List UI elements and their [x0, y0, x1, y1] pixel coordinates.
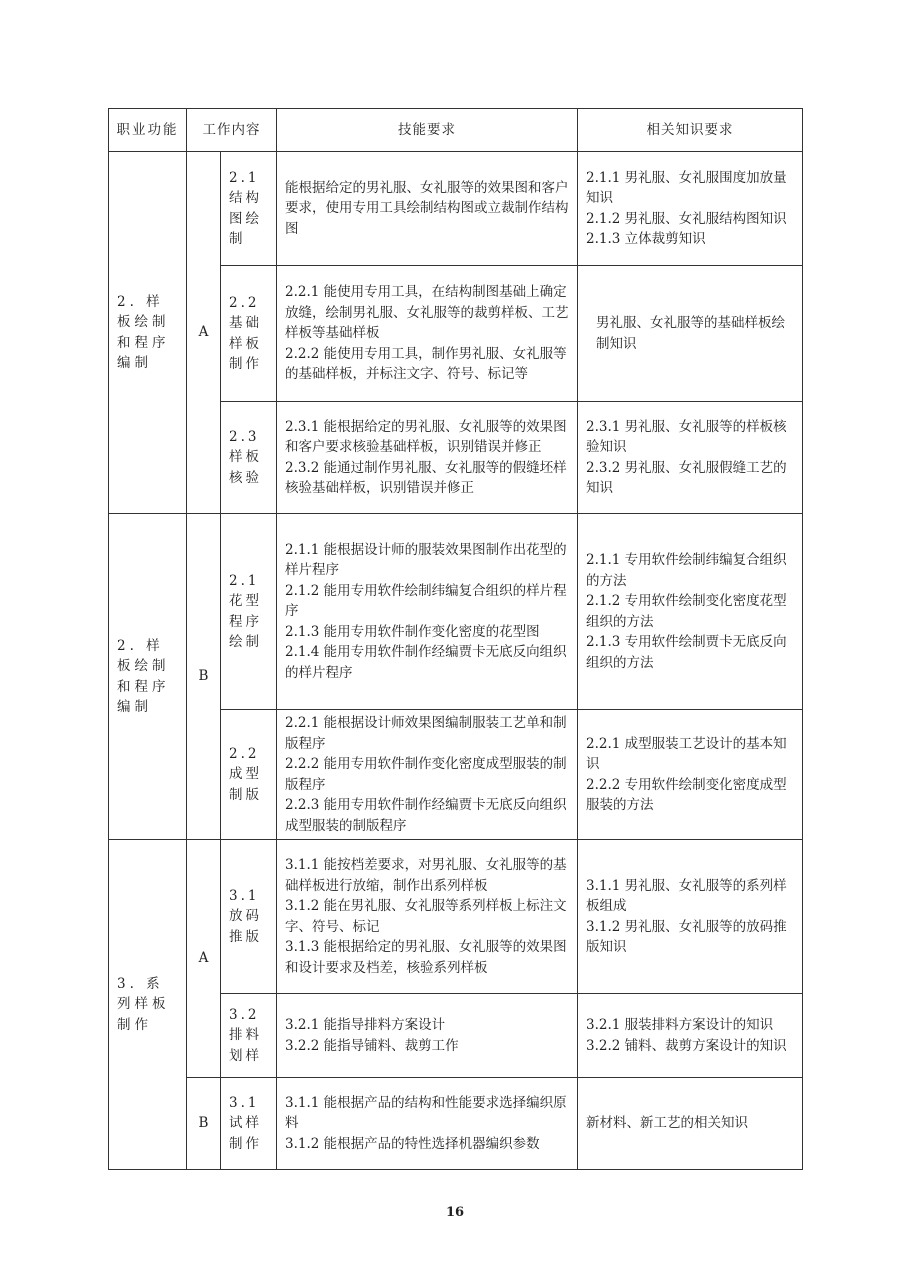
knowledge-line: 新材料、新工艺的相关知识: [586, 1115, 748, 1132]
knowledge-line: 3.2.2 铺料、裁剪方案设计的知识: [586, 1037, 787, 1054]
level-cell: B: [187, 1078, 221, 1170]
header-func: 职业功能: [109, 109, 187, 152]
knowledge-line: 3.1.2 男礼服、女礼服等的放码推版知识: [586, 918, 787, 955]
skill-cell: [277, 152, 578, 266]
table-row: [109, 1078, 803, 1170]
skill-line: 3.1.2 能根据产品的特性选择机器编织参数: [285, 1135, 540, 1152]
skill-line: 2.1.1 能根据设计师的服装效果图制作出花型的样片程序: [285, 541, 567, 579]
header-knowledge: 相关知识要求: [578, 109, 803, 152]
content-cell: 2.1 花型程序绘制: [221, 514, 277, 710]
knowledge-line: 2.1.1 专用软件绘制纬编复合组织的方法: [586, 552, 787, 589]
knowledge-line: 2.3.1 男礼服、女礼服等的样板核验知识: [586, 418, 787, 455]
table-header-row: [109, 109, 803, 152]
knowledge-cell: [578, 266, 803, 402]
content-cell: 2.2 成型制版: [221, 710, 277, 840]
knowledge-line: 2.1.2 男礼服、女礼服结构图知识: [586, 210, 787, 227]
header-content: 工作内容: [187, 109, 277, 152]
knowledge-line: 2.1.3 专用软件绘制贾卡无底反向组织的方法: [586, 634, 787, 671]
skill-cell: [277, 994, 578, 1078]
skill-line: 2.1.2 能用专用软件绘制纬编复合组织的样片程序: [285, 582, 567, 620]
content-cell: 2.1 结构图绘制: [221, 152, 277, 266]
skill-line: 3.2.1 能指导排料方案设计: [285, 1017, 446, 1033]
knowledge-cell: [578, 840, 803, 994]
func-cell: 2. 样板绘制和程序编制: [109, 152, 187, 514]
skill-line: 3.2.2 能指导铺料、裁剪工作: [285, 1037, 459, 1054]
knowledge-line: 2.2.2 专用软件绘制变化密度成型服装的方法: [586, 776, 787, 813]
page-number: 16: [445, 1205, 465, 1220]
content-cell: 2.2 基础样板制作: [221, 266, 277, 402]
skill-cell: [277, 266, 578, 402]
level-cell: A: [187, 152, 221, 514]
skill-line: 3.1.3 能根据给定的男礼服、女礼服等的效果图和设计要求及档差，核验系列样板: [285, 939, 567, 976]
table-row: [109, 840, 803, 994]
skill-line: 2.2.3 能用专用软件制作经编贾卡无底反向组织成型服装的制版程序: [285, 797, 567, 834]
skills-table: [108, 108, 803, 1170]
table-row: [109, 514, 803, 710]
knowledge-cell: [578, 1078, 803, 1170]
knowledge-line: 3.2.1 服装排料方案设计的知识: [586, 1017, 774, 1033]
knowledge-cell: [578, 152, 803, 266]
skill-line: 2.1.3 能用专用软件制作变化密度的花型图: [285, 623, 540, 640]
knowledge-cell: [578, 710, 803, 840]
skill-line: 能根据给定的男礼服、女礼服等的效果图和客户要求，使用专用工具绘制结构图或立裁制作结构图: [285, 179, 569, 237]
skill-line: 3.1.1 能根据产品的结构和性能要求选择编织原料: [285, 1094, 567, 1132]
skill-line: 2.3.2 能通过制作男礼服、女礼服等的假缝坯样核验基础样板，识别错误并修正: [285, 459, 567, 496]
skill-cell: [277, 402, 578, 514]
knowledge-line: 2.3.2 男礼服、女礼服假缝工艺的知识: [586, 459, 787, 496]
knowledge-line: 男礼服、女礼服等的基础样板绘制知识: [596, 315, 785, 352]
func-cell: 2. 样板绘制和程序编制: [109, 514, 187, 840]
knowledge-line: 3.1.1 男礼服、女礼服等的系列样板组成: [586, 877, 787, 914]
content-cell: 2.3 样板核验: [221, 402, 277, 514]
knowledge-line: 2.1.2 专用软件绘制变化密度花型组织的方法: [586, 593, 787, 630]
skill-cell: [277, 1078, 578, 1170]
skill-line: 2.1.4 能用专用软件制作经编贾卡无底反向组织的样片程序: [285, 644, 567, 681]
knowledge-cell: [578, 994, 803, 1078]
skill-line: 2.2.1 能根据设计师效果图编制服装工艺单和制版程序: [285, 715, 567, 752]
level-cell: B: [187, 514, 221, 840]
skill-cell: [277, 710, 578, 840]
func-cell: 3. 系列样板制作: [109, 840, 187, 1170]
skill-line: 2.3.1 能根据给定的男礼服、女礼服等的效果图和客户要求核验基础样板，识别错误并修正: [285, 418, 567, 455]
content-cell: 3.1 放码推版: [221, 840, 277, 994]
table-row: [109, 152, 803, 266]
skill-line: 2.2.2 能使用专用工具，制作男礼服、女礼服等的基础样板，并标注文字、符号、标记等: [285, 345, 567, 383]
header-skill: 技能要求: [277, 109, 578, 152]
knowledge-cell: [578, 514, 803, 710]
skill-line: 2.2.1 能使用专用工具，在结构制图基础上确定放缝，绘制男礼服、女礼服等的裁剪样板、工艺样板等基础样板: [285, 284, 569, 342]
content-cell: 3.1 试样制作: [221, 1078, 277, 1170]
knowledge-line: 2.1.1 男礼服、女礼服围度加放量知识: [586, 169, 787, 206]
skill-cell: [277, 514, 578, 710]
skill-cell: [277, 840, 578, 994]
level-cell: A: [187, 840, 221, 1078]
knowledge-line: 2.1.3 立体裁剪知识: [586, 231, 706, 247]
skill-line: 3.1.1 能按档差要求，对男礼服、女礼服等的基础样板进行放缩，制作出系列样板: [285, 857, 567, 894]
skill-line: 3.1.2 能在男礼服、女礼服等系列样板上标注文字、符号、标记: [285, 898, 567, 935]
knowledge-line: 2.2.1 成型服装工艺设计的基本知识: [586, 735, 787, 772]
knowledge-cell: [578, 402, 803, 514]
skill-line: 2.2.2 能用专用软件制作变化密度成型服装的制版程序: [285, 756, 567, 793]
content-cell: 3.2 排料划样: [221, 994, 277, 1078]
